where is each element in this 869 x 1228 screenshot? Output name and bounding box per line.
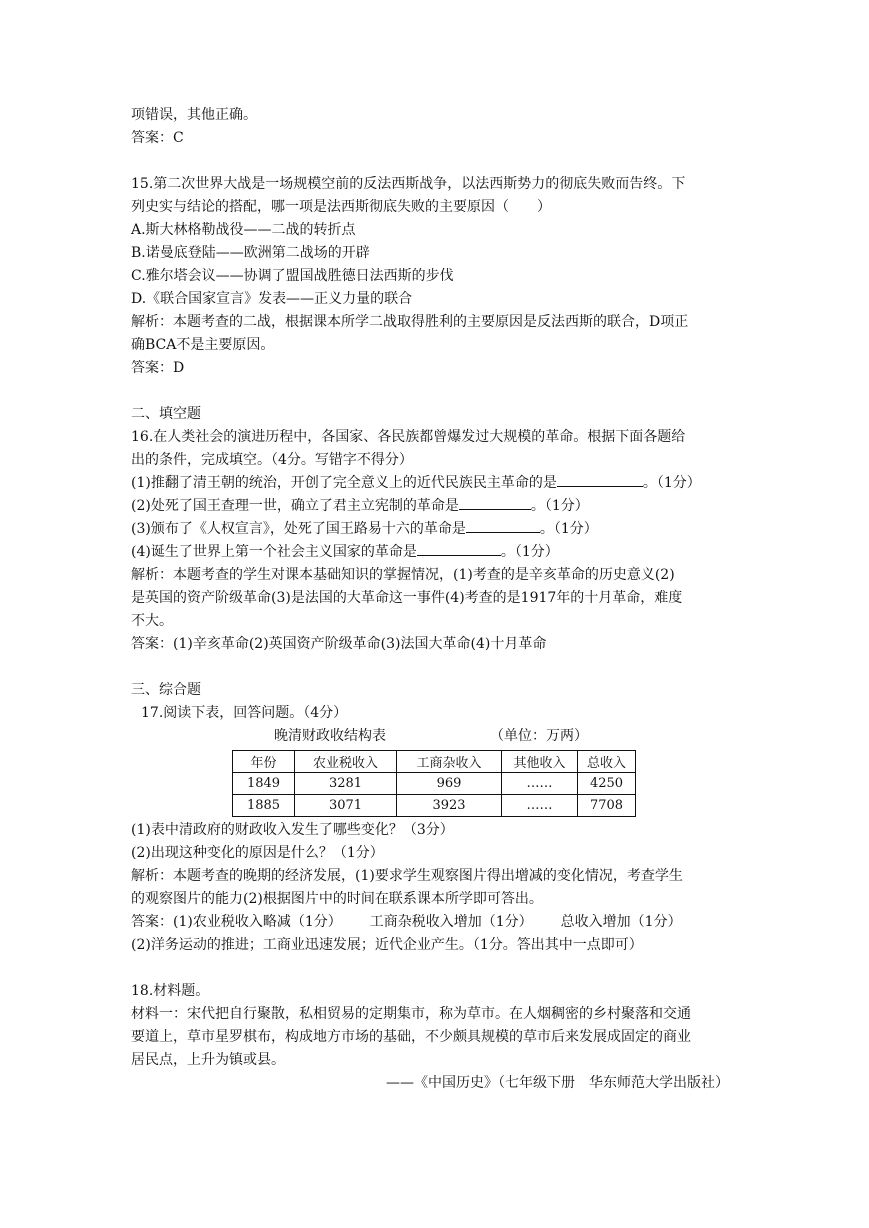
- q17-answer-1: [131, 911, 741, 934]
- q16-item-3-text: (3)颁布了《人权宣言》，处死了国王路易十六的革命是: [131, 521, 466, 537]
- q16-item-2: [131, 495, 741, 518]
- q17-answer-2: (2)洋务运动的推进；工商业迅速发展；近代企业产生。（1分。答出其中一点即可）: [131, 937, 643, 953]
- q16-analysis-line-2: 是英国的资产阶级革命(3)是法国的大革命这一事件(4)考查的是1917年的十月革命，难度: [131, 590, 683, 606]
- header-total: 总收入: [578, 751, 636, 773]
- q18-stem: 18.材料题。: [131, 983, 210, 999]
- q18-material-line-2: 要道上，草市星罗棋布，构成地方市场的基础，不少颇具规模的草市后来发展成固定的商业: [131, 1029, 691, 1045]
- table-title: 晚清财政收结构表: [274, 728, 386, 744]
- q16-blank-1: [557, 472, 643, 487]
- q15-option-a: A.斯大林格勒战役——二战的转折点: [131, 222, 356, 238]
- header-year: 年份: [233, 751, 295, 773]
- table-row: [233, 795, 636, 817]
- q16-item-2-score: 。（1分）: [530, 498, 589, 514]
- q17-question-1: (1)表中清政府的财政收入发生了哪些变化？（3分）: [131, 822, 454, 838]
- header-other: 其他收入: [502, 751, 578, 773]
- prev-answer: 答案：C: [131, 130, 184, 146]
- q16-blank-4: [417, 541, 501, 556]
- q18-material-line-1: 材料一：宋代把自行聚散，私相贸易的定期集市，称为草市。在人烟稠密的乡村聚落和交通: [131, 1006, 691, 1022]
- q16-analysis-line-1: 解析：本题考查的学生对课本基础知识的掌握情况，(1)考查的是辛亥革命的历史意义(2): [131, 567, 675, 583]
- q16-item-4: [131, 541, 741, 564]
- table-cell: 1849: [233, 773, 295, 795]
- q18-material-line-3: 居民点，上升为镇或县。: [131, 1052, 285, 1068]
- q17-analysis-line-1: 解析：本题考查的晚期的经济发展，(1)要求学生观察图片得出增减的变化情况，考查学生: [131, 868, 683, 884]
- q15-stem-line-2: 列史实与结论的搭配，哪一项是法西斯彻底失败的主要原因（ ）: [131, 199, 551, 215]
- q17-question-2: (2)出现这种变化的原因是什么？（1分）: [131, 845, 384, 861]
- q15-option-d: D.《联合国家宣言》发表——正义力量的联合: [131, 291, 413, 307]
- q17-answer-part-a: 答案：(1)农业税收入略减（1分）: [131, 914, 342, 930]
- table-row: [233, 773, 636, 795]
- q16-item-4-text: (4)诞生了世界上第一个社会主义国家的革命是: [131, 544, 417, 560]
- q15-answer: 答案：D: [131, 360, 185, 376]
- q16-blank-2: [459, 495, 531, 510]
- table-unit: （单位：万两）: [490, 728, 588, 744]
- table-cell: 3071: [295, 795, 397, 817]
- q16-item-1: [131, 472, 741, 495]
- table-cell: 7708: [578, 795, 636, 817]
- q17-analysis-line-2: 的观察图片的能力(2)根据图片中的时间在联系课本所学即可答出。: [131, 891, 543, 907]
- q16-answer: 答案：(1)辛亥革命(2)英国资产阶级革命(3)法国大革命(4)十月革命: [131, 636, 547, 652]
- q18-source: ——《中国历史》（七年级下册 华东师范大学出版社）: [386, 1075, 729, 1091]
- section-3-heading: 三、综合题: [131, 682, 201, 698]
- section-2-heading: 二、填空题: [131, 406, 201, 422]
- q16-item-1-score: 。（1分）: [642, 475, 701, 491]
- table-cell: ……: [502, 773, 578, 795]
- q16-item-3-score: 。（1分）: [539, 521, 598, 537]
- document-page: [131, 104, 741, 1095]
- q17-answer-part-c: 总收入增加（1分）: [560, 914, 682, 930]
- finance-table: [232, 750, 636, 817]
- q17-answer-part-b: 工商杂税收入增加（1分）: [369, 914, 533, 930]
- table-cell: 4250: [578, 773, 636, 795]
- q16-stem-line-1: 16.在人类社会的演进历程中，各国家、各民族都曾爆发过大规模的革命。根据下面各题给: [131, 429, 686, 445]
- q16-item-4-score: 。（1分）: [500, 544, 559, 560]
- q16-item-3: [131, 518, 741, 541]
- q15-stem-line-1: 15.第二次世界大战是一场规模空前的反法西斯战争，以法西斯势力的彻底失败而告终。下: [131, 176, 686, 192]
- table-cell: 1885: [233, 795, 295, 817]
- q16-blank-3: [466, 518, 540, 533]
- q16-analysis-line-3: 不大。: [131, 613, 173, 629]
- q15-analysis-line-1: 解析：本题考查的二战，根据课本所学二战取得胜利的主要原因是反法西斯的联合，D项正: [131, 314, 689, 330]
- table-cell: 3923: [397, 795, 502, 817]
- prev-analysis-tail: 项错误，其他正确。: [131, 107, 257, 123]
- table-caption: [131, 725, 741, 748]
- table-header-row: [233, 751, 636, 773]
- table-cell: 3281: [295, 773, 397, 795]
- q16-item-1-text: (1)推翻了清王朝的统治，开创了完全意义上的近代民族民主革命的是: [131, 475, 557, 491]
- q16-stem-line-2: 出的条件，完成填空。（4分。写错字不得分）: [131, 452, 413, 468]
- q15-analysis-line-2: 确BCA不是主要原因。: [131, 337, 275, 353]
- table-cell: ……: [502, 795, 578, 817]
- q17-stem: 17.阅读下表，回答问题。（4分）: [141, 705, 348, 721]
- header-commerce: 工商杂收入: [397, 751, 502, 773]
- header-agri-tax: 农业税收入: [295, 751, 397, 773]
- table-cell: 969: [397, 773, 502, 795]
- q16-item-2-text: (2)处死了国王查理一世，确立了君主立宪制的革命是: [131, 498, 459, 514]
- q15-option-c: C.雅尔塔会议——协调了盟国战胜德日法西斯的步伐: [131, 268, 454, 284]
- q15-option-b: B.诺曼底登陆——欧洲第二战场的开辟: [131, 245, 370, 261]
